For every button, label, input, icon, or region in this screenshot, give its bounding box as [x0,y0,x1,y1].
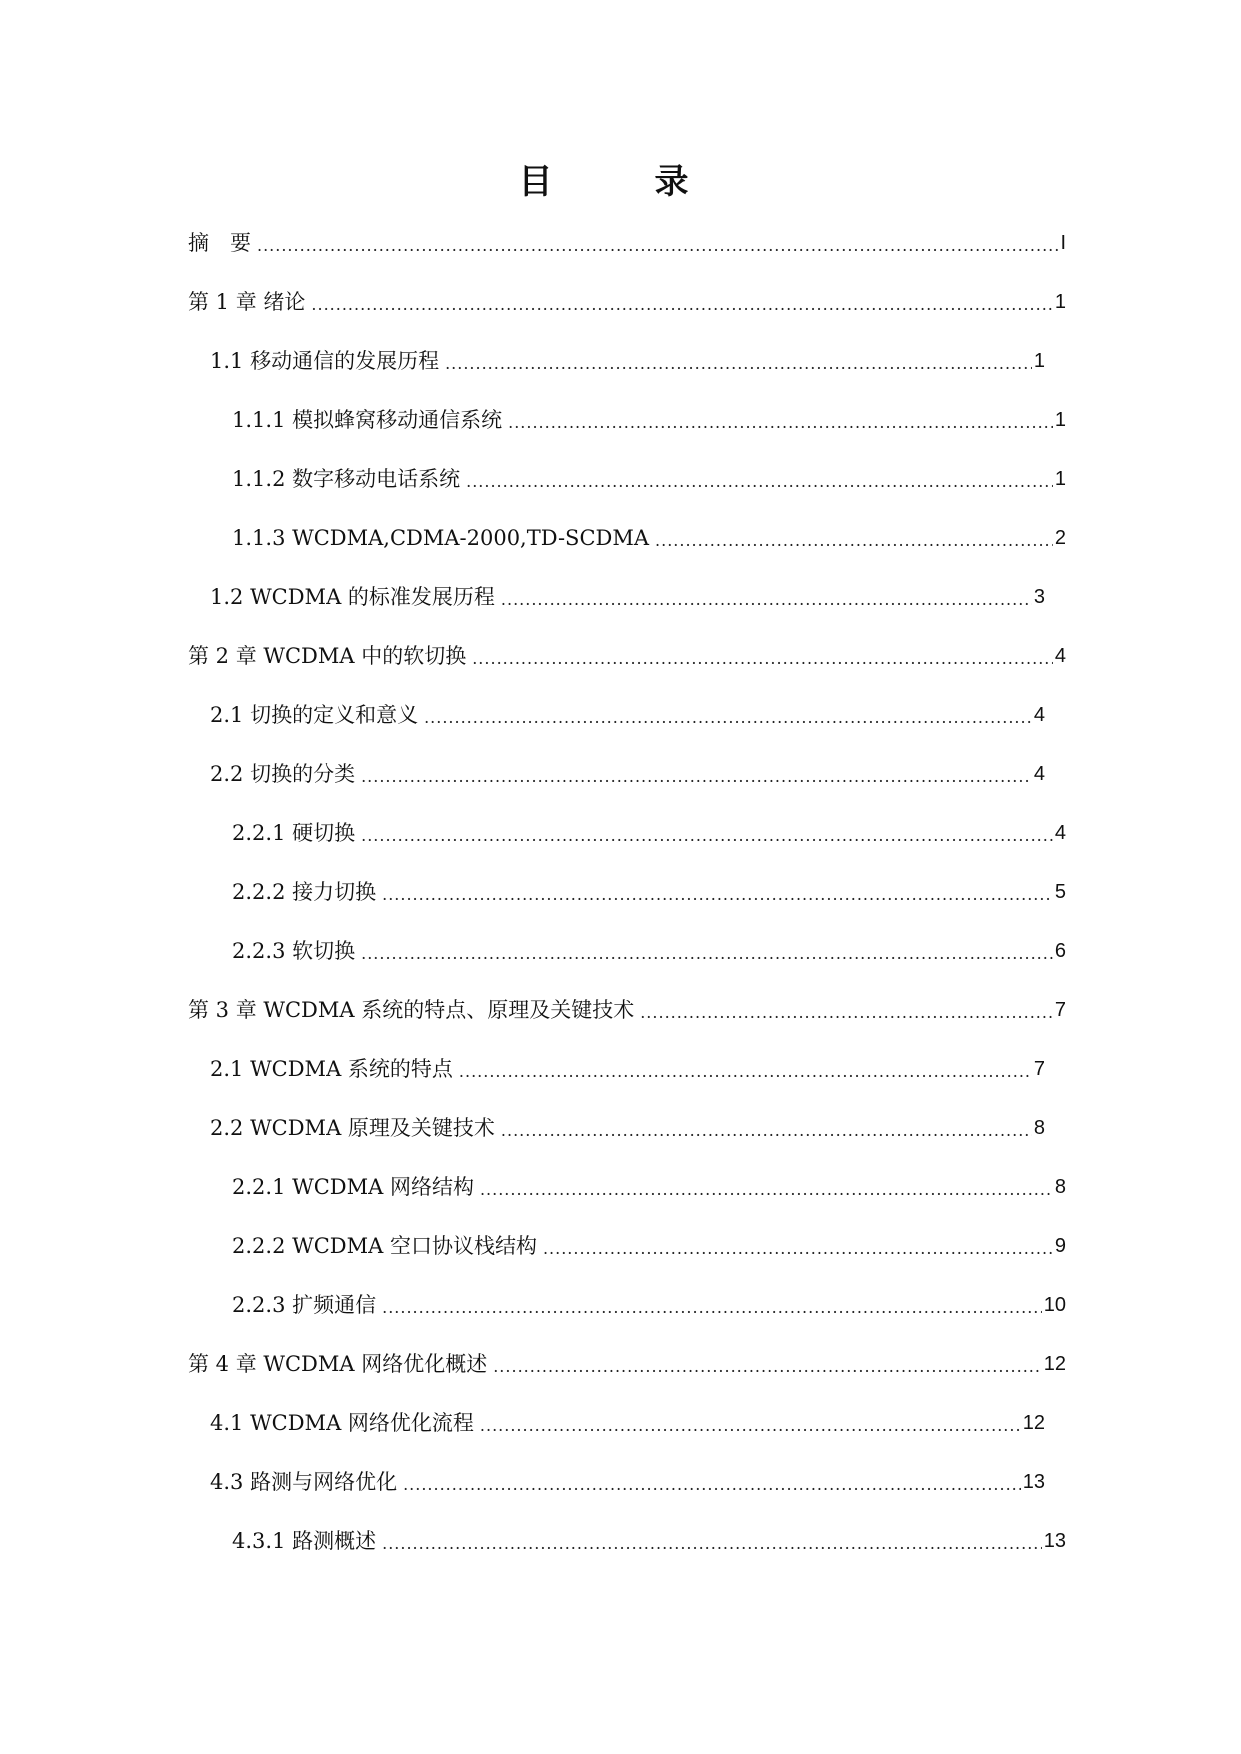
toc-entry-label: 第 4 章 WCDMA 网络优化概述 [188,1351,488,1376]
toc-leader-dots [403,1471,1021,1499]
toc-entry-page: 7 [1033,1057,1045,1080]
toc-entry-section-1-1[interactable] [210,331,1045,390]
toc-entry-section-1-1-2[interactable] [232,449,1066,508]
toc-entry-section-1-2[interactable] [210,567,1045,626]
toc-entry-label: 1.1.3 WCDMA,CDMA-2000,TD-SCDMA [232,525,650,550]
toc-entry-page: 6 [1054,939,1066,962]
toc-entry-page: 1 [1054,290,1066,313]
toc-leader-dots [257,232,1058,260]
toc-entry-label: 2.2.3 扩频通信 [232,1292,377,1317]
toc-entry-page: 12 [1022,1411,1045,1434]
toc-leader-dots [543,1235,1053,1263]
page-title: 目 录 [518,162,723,202]
toc-entry-page: 1 [1054,467,1066,490]
toc-entry-section-3-2-2[interactable] [232,1216,1066,1275]
toc-entry-label: 4.3 路测与网络优化 [210,1469,398,1494]
toc-entry-section-3-1[interactable] [210,1039,1045,1098]
toc-entry-chapter-1[interactable] [188,272,1066,331]
toc-leader-dots [361,822,1053,850]
toc-entry-section-3-2-1[interactable] [232,1157,1066,1216]
toc-entry-label: 2.2 WCDMA 原理及关键技术 [210,1115,495,1140]
toc-entry-section-2-2-3[interactable] [232,921,1066,980]
toc-entry-label: 第 2 章 WCDMA 中的软切换 [188,643,467,668]
toc-entry-page: 5 [1054,880,1066,903]
toc-entry-section-2-2[interactable] [210,744,1045,803]
toc-entry-page: 9 [1054,1234,1066,1257]
toc-entry-section-1-1-1[interactable] [232,390,1066,449]
toc-leader-dots [361,763,1032,791]
toc-leader-dots [472,645,1053,673]
toc-entry-label: 4.1 WCDMA 网络优化流程 [210,1410,474,1435]
toc-entry-section-4-3-1[interactable] [232,1511,1066,1570]
toc-leader-dots [459,1058,1032,1086]
toc-entry-page: 2 [1054,526,1066,549]
toc-leader-dots [501,586,1032,614]
toc-entry-chapter-2[interactable] [188,626,1066,685]
toc-entry-label: 1.1 移动通信的发展历程 [210,348,440,373]
toc-entry-section-2-1[interactable] [210,685,1045,744]
toc-entry-label: 1.1.1 模拟蜂窝移动通信系统 [232,407,503,432]
toc-entry-label: 2.1 切换的定义和意义 [210,702,419,727]
table-of-contents [0,213,1241,1570]
toc-entry-label: 2.2.2 WCDMA 空口协议栈结构 [232,1233,537,1258]
toc-entry-page: 4 [1054,821,1066,844]
toc-entry-section-4-3[interactable] [210,1452,1045,1511]
toc-entry-page: 13 [1022,1470,1045,1493]
toc-leader-dots [640,999,1053,1027]
toc-entry-section-1-1-3[interactable] [232,508,1066,567]
toc-entry-label: 2.2.3 软切换 [232,938,356,963]
toc-leader-dots [501,1117,1032,1145]
toc-entry-label: 第 1 章 绪论 [188,289,306,314]
toc-leader-dots [480,1412,1021,1440]
toc-entry-chapter-3[interactable] [188,980,1066,1039]
toc-leader-dots [424,704,1032,732]
toc-leader-dots [480,1176,1053,1204]
toc-leader-dots [361,940,1053,968]
toc-entry-page: 1 [1054,408,1066,431]
toc-entry-page: 10 [1043,1293,1066,1316]
toc-entry-page: 13 [1043,1529,1066,1552]
toc-entry-section-2-2-1[interactable] [232,803,1066,862]
toc-leader-dots [655,527,1053,555]
toc-leader-dots [382,1294,1042,1322]
toc-leader-dots [311,291,1052,319]
toc-entry-page: 8 [1054,1175,1066,1198]
toc-entry-label: 第 3 章 WCDMA 系统的特点、原理及关键技术 [188,997,635,1022]
toc-entry-label: 4.3.1 路测概述 [232,1528,377,1553]
toc-leader-dots [493,1353,1042,1381]
toc-entry-page: 4 [1054,644,1066,667]
toc-leader-dots [382,1530,1042,1558]
toc-entry-page: 4 [1033,703,1045,726]
toc-leader-dots [382,881,1053,909]
toc-entry-label: 2.2.1 硬切换 [232,820,356,845]
toc-entry-label: 摘 要 [188,230,251,255]
toc-entry-page: 1 [1033,349,1045,372]
toc-entry-label: 2.2.2 接力切换 [232,879,377,904]
toc-entry-label: 1.1.2 数字移动电话系统 [232,466,461,491]
toc-leader-dots [445,350,1032,378]
toc-leader-dots [466,468,1053,496]
toc-entry-label: 2.2.1 WCDMA 网络结构 [232,1174,474,1199]
toc-entry-page: 7 [1054,998,1066,1021]
toc-entry-section-4-1[interactable] [210,1393,1045,1452]
toc-entry-section-2-2-2[interactable] [232,862,1066,921]
toc-entry-label: 1.2 WCDMA 的标准发展历程 [210,584,495,609]
toc-entry-page: 4 [1033,762,1045,785]
toc-entry-section-3-2[interactable] [210,1098,1045,1157]
toc-entry-label: 2.2 切换的分类 [210,761,356,786]
toc-entry-abstract[interactable] [188,213,1066,272]
toc-entry-page: 8 [1033,1116,1045,1139]
toc-entry-page: I [1060,231,1066,254]
toc-entry-page: 12 [1043,1352,1066,1375]
toc-entry-section-3-2-3[interactable] [232,1275,1066,1334]
toc-entry-page: 3 [1033,585,1045,608]
toc-leader-dots [508,409,1053,437]
toc-entry-chapter-4[interactable] [188,1334,1066,1393]
toc-entry-label: 2.1 WCDMA 系统的特点 [210,1056,453,1081]
